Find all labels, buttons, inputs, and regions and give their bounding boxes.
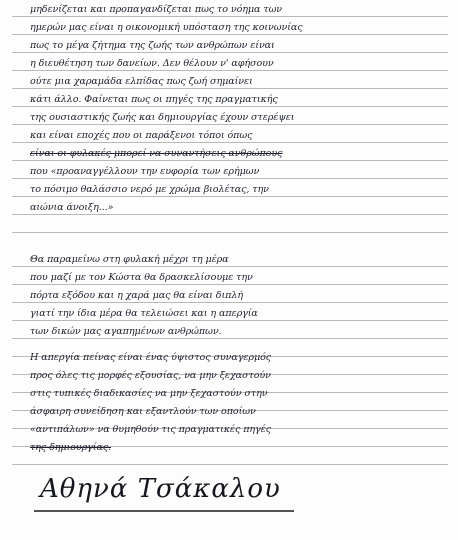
ruled-line: [12, 320, 448, 321]
ruled-line: [12, 124, 448, 125]
ruled-line: [12, 178, 448, 179]
ruled-line: [12, 106, 448, 107]
text-line: Η απεργία πείνας είναι ένας ύψιστος συναγερμός: [30, 352, 272, 363]
text-line: πόρτα εξόδου και η χαρά μας θα είναι διπλή: [30, 290, 243, 301]
text-line: μηδενίζεται και προπαγανδίζεται πως το νόημα των: [30, 4, 283, 15]
text-line: ούτε μια χαραμάδα ελπίδας πως ζωή σημαίνει: [30, 76, 253, 87]
ruled-line: [12, 266, 448, 267]
signature-underline: [34, 510, 294, 512]
text-line: ημερών μας είναι η οικονομική υπόσταση της κοινωνίας: [30, 22, 303, 33]
text-line: πως το μέγα ζήτημα της ζωής των ανθρώπων είναι: [30, 40, 275, 51]
ruled-line: [12, 338, 448, 339]
text-line: που μαζί με τον Κώστα θα δρασκελίσουμε την: [30, 272, 253, 283]
struck-text-line: είναι οι φυλακές μπορεί να συναντήσεις ανθρώπους: [30, 148, 283, 159]
signature: Αθηνά Τσάκαλου: [40, 474, 281, 504]
ruled-line: [12, 34, 448, 35]
ruled-line: [12, 142, 448, 143]
text-line: γιατί την ίδια μέρα θα τελειώσει και η απεργία: [30, 308, 258, 319]
text-line: που «προαναγγέλλουν την ευφορία των ερήμων: [30, 166, 260, 177]
text-line: αιώνια άνοιξη...»: [30, 202, 114, 213]
ruled-line: [12, 70, 448, 71]
ruled-line: [12, 196, 448, 197]
text-line: Θα παραμείνω στη φυλακή μέχρι τη μέρα: [30, 254, 229, 265]
ruled-line: [12, 302, 448, 303]
text-line: άσφαιρη συνείδηση και εξαντλούν των οποίων: [30, 406, 256, 417]
ruled-line: [12, 232, 448, 233]
text-line: «αντιπάλων» να θυμηθούν τις πραγματικές πηγές: [30, 424, 272, 435]
text-line: το πόσιμο θαλάσσιο νερό με χρώμα βιολέτας, την: [30, 184, 269, 195]
text-line: στις τυπικές διαδικασίες να μην ξεχαστούν στην: [30, 388, 268, 399]
text-line: προς όλες τις μορφές εξουσίας, να μην ξεχαστούν: [30, 370, 271, 381]
text-line: η διευθέτηση των δανείων. Δεν θέλουν ν' αφήσουν: [30, 58, 274, 69]
ruled-line: [12, 284, 448, 285]
struck-text-line: της δημιουργίας.: [30, 442, 112, 453]
text-line: κάτι άλλο. Φαίνεται πως οι πηγές της πραγματικής: [30, 94, 278, 105]
ruled-line: [12, 88, 448, 89]
text-line: των δικών μας αγαπημένων ανθρώπων.: [30, 326, 222, 337]
ruled-line: [12, 52, 448, 53]
text-line: και είναι εποχές που οι παράξενοι τόποι όπως: [30, 130, 253, 141]
ruled-line: [12, 16, 448, 17]
ruled-line: [12, 214, 448, 215]
ruled-line: [12, 160, 448, 161]
ruled-line: [12, 464, 448, 465]
text-line: της ουσιαστικής ζωής και δημιουργίας έχουν στερέψει: [30, 112, 295, 123]
